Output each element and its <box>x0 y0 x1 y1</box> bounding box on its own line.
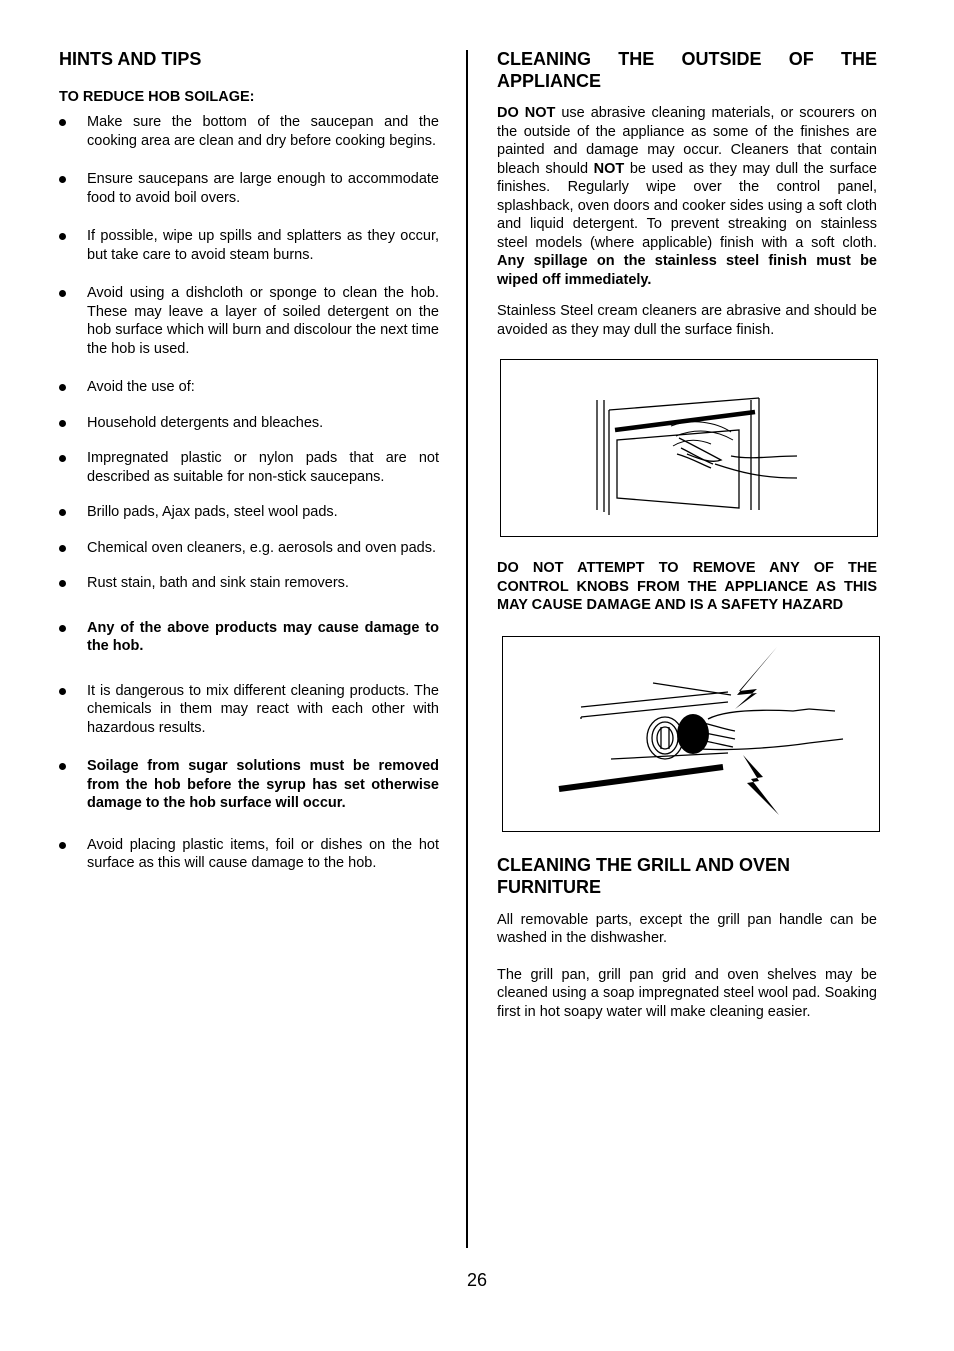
list-item: It is dangerous to mix different cleaning products. The chemicals in them may react with each other with hazardous results. <box>59 682 439 738</box>
list-item: Avoid placing plastic items, foil or dishes on the hot surface as this will cause damage to the hob. <box>59 836 439 873</box>
list-item: Household detergents and bleaches. <box>59 414 439 433</box>
outside-paragraph-2: Stainless Steel cream cleaners are abrasive and should be avoided as they may dull the surface finish. <box>497 303 877 338</box>
list-item: Avoid using a dishcloth or sponge to clean the hob. These may leave a layer of soiled detergent on the hob surface which will burn and discolour the next time the hob is used. <box>59 284 439 358</box>
bullet-icon <box>59 233 66 240</box>
right-column <box>497 48 877 1021</box>
control-knob-illustration <box>502 636 880 832</box>
list-item: Impregnated plastic or nylon pads that are not described as suitable for non-stick saucepans. <box>59 449 439 486</box>
list-item: Soilage from sugar solutions must be removed from the hob before the syrup has set otherwise damage to the hob surface will occur. <box>59 757 439 813</box>
hints-list <box>59 113 439 873</box>
hints-heading: HINTS AND TIPS <box>59 49 202 69</box>
column-divider <box>466 50 468 1248</box>
knob-warning: DO NOT ATTEMPT TO REMOVE ANY OF THE CONTROL KNOBS FROM THE APPLIANCE AS THIS MAY CAUSE DAMAGE AND IS A SAFETY HAZARD <box>497 560 877 613</box>
list-item: Avoid the use of: <box>59 378 439 397</box>
list-item: Rust stain, bath and sink stain removers. <box>59 574 439 593</box>
cleaning-outside-heading-text: CLEANING THE OUTSIDE OF THE APPLIANCE <box>497 49 877 91</box>
list-item: Brillo pads, Ajax pads, steel wool pads. <box>59 503 439 522</box>
bullet-icon <box>59 290 66 297</box>
bullet-icon <box>59 545 66 552</box>
bullet-icon <box>59 384 66 391</box>
bullet-icon <box>59 688 66 695</box>
bullet-icon <box>59 119 66 126</box>
bullet-icon <box>59 455 66 462</box>
outside-paragraph-1: DO NOT use abrasive cleaning materials, or scourers on the outside of the appliance as some of the finishes are painted and damage may occur. Cleaners that contain bleach should NOT be used as they may dull the surface finishes. Regularly wipe over the control panel, splashback, oven doors and cooker sides using a soft cloth and liquid detergent. To prevent streaking on stainless steel models (where applicable) finish with a soft cloth. Any spillage on the stainless steel finish must be wiped off immediately. <box>497 105 877 288</box>
grill-paragraph-2: The grill pan, grill pan grid and oven shelves may be cleaned using a soap impregnated steel wool pad. Soaking first in hot soapy water will make cleaning easier. <box>497 966 877 1020</box>
hob-soilage-subheading: TO REDUCE HOB SOILAGE: <box>59 89 255 105</box>
bullet-icon <box>59 763 66 770</box>
grill-paragraph-1: All removable parts, except the grill pan handle can be washed in the dishwasher. <box>497 911 877 946</box>
bullet-icon <box>59 580 66 587</box>
list-item: If possible, wipe up spills and splatters as they occur, but take care to avoid steam burns. <box>59 227 439 264</box>
bullet-icon <box>59 625 66 632</box>
cleaning-outside-heading <box>497 48 877 92</box>
wiping-door-illustration <box>500 359 878 537</box>
bullet-icon <box>59 420 66 427</box>
list-item: Chemical oven cleaners, e.g. aerosols and oven pads. <box>59 539 439 558</box>
list-item: Any of the above products may cause damage to the hob. <box>59 619 439 656</box>
left-column <box>59 48 439 873</box>
list-item: Make sure the bottom of the saucepan and the cooking area are clean and dry before cooking begins. <box>59 113 439 150</box>
cleaning-grill-heading: CLEANING THE GRILL AND OVEN FURNITURE <box>497 854 791 897</box>
bullet-icon <box>59 509 66 516</box>
list-item: Ensure saucepans are large enough to accommodate food to avoid boil overs. <box>59 170 439 207</box>
bullet-icon <box>59 176 66 183</box>
wiping-door-drawing <box>501 360 876 535</box>
page-number: 26 <box>466 1270 488 1290</box>
bullet-icon <box>59 842 66 849</box>
control-knob-drawing <box>503 637 878 830</box>
